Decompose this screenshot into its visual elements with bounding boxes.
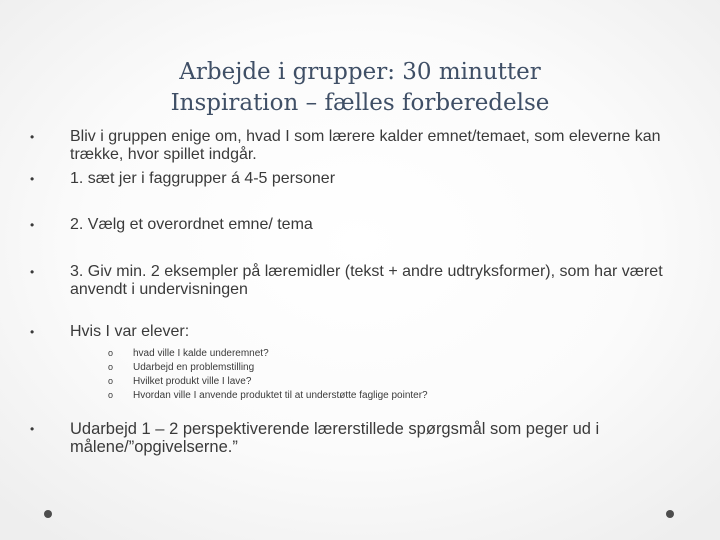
bullet-marker: •	[30, 265, 35, 279]
bullet-text: Bliv i gruppen enige om, hvad I som lærere kalder emnet/temaet, som eleverne kan trække, hvor spillet indgår.	[70, 128, 661, 163]
bullet-marker: •	[30, 218, 35, 232]
sub-bullet-text: hvad ville I kalde underemnet?	[133, 348, 269, 359]
bullet-marker: •	[30, 130, 35, 144]
sub-bullet-marker: o	[108, 362, 114, 372]
sub-bullet-marker: o	[108, 348, 114, 358]
bullet-text: Hvis I var elever:	[70, 323, 190, 340]
bullet-text: Udarbejd 1 – 2 perspektiverende lærerstillede spørgsmål som peger ud i målene/”opgivelserne.”	[70, 420, 600, 456]
sub-bullet-marker: o	[108, 390, 114, 400]
decorative-dot-right	[666, 510, 674, 518]
title-line-1: Arbejde i grupper: 30 minutter	[179, 59, 541, 85]
bullet-text: 1. sæt jer i faggrupper á 4-5 personer	[70, 170, 336, 187]
bullet-marker: •	[30, 325, 35, 339]
bullet-text: 2. Vælg et overordnet emne/ tema	[70, 216, 313, 233]
slide-title	[0, 57, 720, 119]
decorative-dot-left	[44, 510, 52, 518]
title-line-2: Inspiration – fælles forberedelse	[170, 90, 550, 116]
bullet-marker: •	[30, 172, 35, 186]
bullet-marker: •	[30, 422, 35, 436]
sub-bullet-marker: o	[108, 376, 114, 386]
sub-bullet-text: Udarbejd en problemstilling	[133, 362, 255, 373]
sub-bullet-text: Hvilket produkt ville I lave?	[133, 376, 252, 387]
sub-bullet-text: Hvordan ville I anvende produktet til at understøtte faglige pointer?	[133, 390, 428, 401]
bullet-text: 3. Giv min. 2 eksempler på læremidler (tekst + andre udtryksformer), som har været anvendt i undervisningen	[70, 263, 663, 298]
